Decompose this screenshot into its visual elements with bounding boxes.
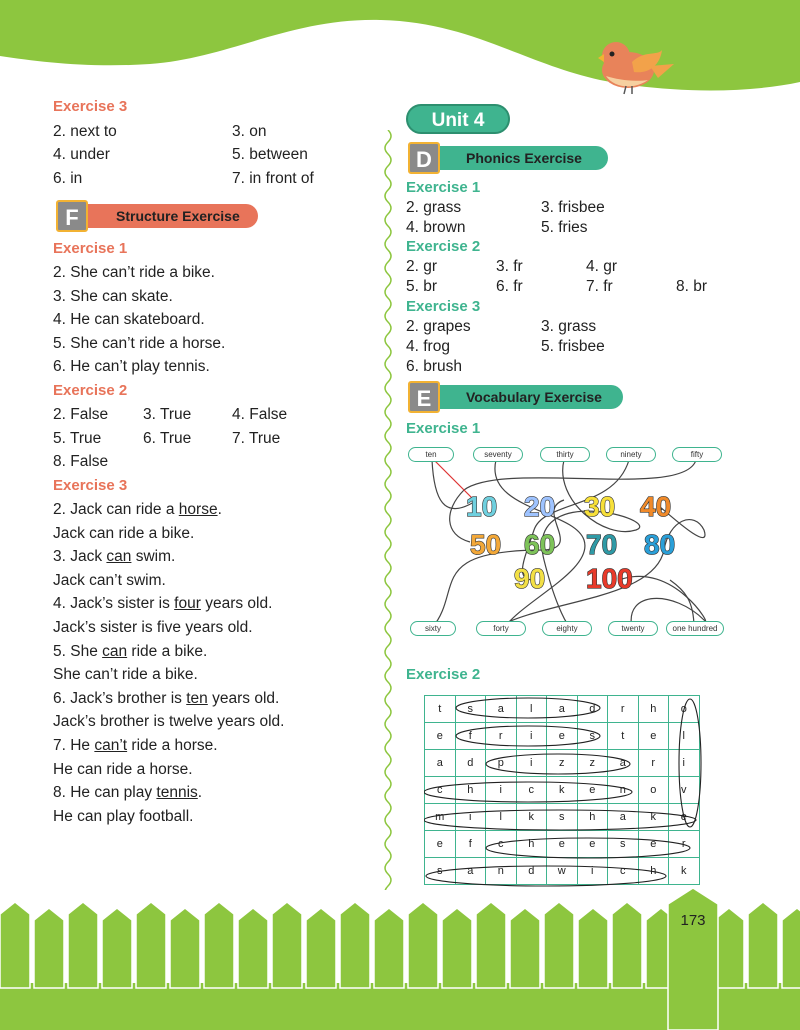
word-label-top: fifty: [672, 447, 722, 462]
answer-line: [53, 569, 284, 593]
fence-picket: [340, 902, 370, 988]
grid-cell: l: [669, 723, 700, 750]
number-90: 90: [514, 563, 546, 594]
line-text: 7. He: [53, 736, 95, 754]
number-30: 30: [584, 491, 616, 522]
line-text: Jack’s sister is five years old.: [53, 618, 253, 636]
green-fence: [0, 888, 800, 1030]
grid-cell: h: [516, 831, 547, 858]
line-text: 6. Jack’s brother is: [53, 689, 187, 707]
grid-cell: k: [638, 804, 669, 831]
answer-item: 4. brown: [406, 219, 466, 236]
answer-line: [53, 805, 284, 829]
grid-cell: w: [547, 858, 578, 885]
line-text: years old.: [207, 689, 280, 707]
line-text: 5. She: [53, 642, 103, 660]
grid-cell: t: [608, 723, 639, 750]
fence-picket: [204, 902, 234, 988]
left-exercise-3-heading: Exercise 3: [53, 98, 128, 115]
answer-item: 7. in front of: [232, 170, 314, 187]
grid-cell: t: [425, 696, 456, 723]
grid-cell: k: [547, 777, 578, 804]
line-text: ride a bike.: [127, 642, 208, 660]
grid-cell: e: [577, 777, 608, 804]
grid-cell: r: [608, 696, 639, 723]
line-text: 3. Jack: [53, 548, 107, 566]
line-text: Jack can ride a bike.: [53, 524, 195, 542]
phonics-exercise-1-heading: Exercise 1: [406, 179, 481, 196]
grid-cell: c: [425, 777, 456, 804]
fence-picket: [68, 902, 98, 988]
line-text: years old.: [200, 595, 273, 613]
fence-picket: [102, 908, 132, 988]
answer-line: [53, 616, 284, 640]
grid-cell: e: [669, 804, 700, 831]
grid-cell: l: [516, 696, 547, 723]
grid-cell: a: [608, 750, 639, 777]
word-label-bottom: forty: [476, 621, 526, 636]
section-d-letter: D: [408, 142, 440, 174]
answer-item: 7. True: [232, 430, 281, 447]
answer-line: [53, 710, 284, 734]
answer-item: 5. between: [232, 146, 308, 163]
grid-cell: d: [516, 858, 547, 885]
answer-item: 5. frisbee: [541, 338, 605, 355]
fence-picket: [748, 902, 778, 988]
grid-cell: k: [669, 858, 700, 885]
answer-item: 3. on: [232, 123, 267, 140]
underlined-word: horse: [178, 501, 218, 518]
fence-picket: [374, 908, 404, 988]
answer-item: 3. frisbee: [541, 199, 605, 216]
line-text: He can ride a horse.: [53, 760, 193, 778]
answer-item: 2. grass: [406, 199, 462, 216]
grid-cell: d: [577, 696, 608, 723]
answer-line: [53, 663, 284, 687]
answer-line: 5. She can’t ride a horse.: [53, 334, 226, 352]
answer-item: 6. fr: [496, 278, 523, 295]
answer-item: 4. frog: [406, 338, 450, 355]
grid-cell: v: [669, 777, 700, 804]
answer-line: 6. He can’t play tennis.: [53, 358, 210, 376]
grid-cell: o: [669, 696, 700, 723]
grid-cell: a: [455, 858, 486, 885]
fence-picket: [408, 902, 438, 988]
left-exercise-2-heading: Exercise 2: [53, 382, 128, 399]
grid-cell: e: [577, 831, 608, 858]
grid-cell: i: [577, 858, 608, 885]
grid-cell: h: [638, 858, 669, 885]
number-50: 50: [470, 529, 502, 560]
answer-line: [53, 758, 284, 782]
answer-line: [53, 545, 284, 569]
fence-picket: [476, 902, 506, 988]
answer-line: [53, 734, 284, 758]
word-label-top: seventy: [473, 447, 523, 462]
grid-cell: i: [455, 804, 486, 831]
top-wave: [0, 0, 800, 100]
word-search-circles: [424, 695, 709, 890]
grid-cell: s: [547, 804, 578, 831]
fence-picket: [34, 908, 64, 988]
word-label-top: thirty: [540, 447, 590, 462]
grid-cell: c: [608, 858, 639, 885]
answer-item: 6. brush: [406, 358, 463, 375]
section-f-letter: F: [56, 200, 88, 232]
vocab-exercise-2-heading: Exercise 2: [406, 666, 481, 683]
grid-cell: r: [638, 750, 669, 777]
number-40: 40: [640, 491, 672, 522]
line-text: 8. He can play: [53, 784, 157, 802]
structure-ex3-list: [53, 498, 284, 828]
word-label-bottom: twenty: [608, 621, 658, 636]
grid-cell: z: [547, 750, 578, 777]
fence-picket: [782, 908, 800, 988]
column-divider: [380, 130, 396, 890]
answer-line: [53, 640, 284, 664]
answer-item: 5. True: [53, 430, 102, 447]
grid-cell: p: [486, 750, 517, 777]
grid-cell: s: [455, 696, 486, 723]
grid-cell: i: [516, 750, 547, 777]
underlined-word: can’t: [94, 736, 128, 754]
page-number: 173: [680, 912, 706, 929]
grid-cell: s: [608, 831, 639, 858]
grid-cell: s: [577, 723, 608, 750]
underlined-word: tennis: [156, 784, 198, 802]
grid-cell: a: [547, 696, 578, 723]
grid-cell: e: [638, 723, 669, 750]
left-exercise-3b-heading: Exercise 3: [53, 477, 128, 494]
answer-item: 3. fr: [496, 258, 523, 275]
grid-cell: r: [486, 723, 517, 750]
word-label-bottom: eighty: [542, 621, 592, 636]
answer-item: 2. grapes: [406, 318, 471, 335]
phonics-exercise-3-heading: Exercise 3: [406, 298, 481, 315]
grid-cell: e: [425, 831, 456, 858]
answer-line: [53, 498, 284, 522]
phonics-exercise-2-heading: Exercise 2: [406, 238, 481, 255]
grid-cell: e: [638, 831, 669, 858]
word-label-bottom: one hundred: [666, 621, 724, 636]
vocab-exercise-1-heading: Exercise 1: [406, 420, 481, 437]
number-70: 70: [586, 529, 618, 560]
line-text: 2. Jack can ride a: [53, 501, 179, 518]
grid-cell: a: [486, 696, 517, 723]
fence-picket: [544, 902, 574, 988]
grid-cell: e: [425, 723, 456, 750]
fence-picket: [136, 902, 166, 988]
line-text: ride a horse.: [127, 736, 218, 754]
answer-item: 4. False: [232, 406, 288, 423]
underlined-word: can: [106, 548, 132, 566]
fence-picket: [612, 902, 642, 988]
grid-cell: f: [455, 723, 486, 750]
section-e-title: Vocabulary Exercise: [420, 385, 623, 409]
grid-cell: o: [638, 777, 669, 804]
fence-picket: [272, 902, 302, 988]
fence-picket: [0, 902, 30, 988]
line-text: Jack can’t swim.: [53, 571, 166, 589]
grid-cell: i: [486, 777, 517, 804]
grid-cell: z: [577, 750, 608, 777]
fence-picket: [442, 908, 472, 988]
answer-item: 2. gr: [406, 258, 438, 275]
colored-numbers: [404, 480, 724, 600]
unit-title: Unit 4: [406, 104, 510, 134]
number-80: 80: [644, 529, 676, 560]
grid-cell: c: [486, 831, 517, 858]
grid-cell: r: [669, 831, 700, 858]
grid-cell: c: [516, 777, 547, 804]
answer-line: [53, 592, 284, 616]
line-text: .: [197, 784, 203, 802]
answer-line: 3. She can skate.: [53, 287, 173, 305]
grid-cell: d: [455, 750, 486, 777]
line-text: She can’t ride a bike.: [53, 666, 198, 684]
answer-item: 4. under: [53, 146, 110, 163]
grid-cell: h: [577, 804, 608, 831]
grid-cell: s: [425, 858, 456, 885]
answer-line: 2. She can’t ride a bike.: [53, 264, 215, 281]
answer-item: 4. gr: [586, 258, 618, 275]
answer-item: 8. br: [676, 278, 708, 295]
line-text: swim.: [131, 548, 176, 566]
grid-cell: e: [547, 831, 578, 858]
answer-line: [53, 522, 284, 546]
section-f-title: Structure Exercise: [70, 204, 258, 228]
structure-ex1-list: [53, 261, 225, 379]
section-d-title: Phonics Exercise: [420, 146, 608, 170]
answer-item: 5. br: [406, 278, 438, 295]
number-20: 20: [524, 491, 556, 522]
grid-cell: k: [516, 804, 547, 831]
word-label-top: ninety: [606, 447, 656, 462]
word-label-bottom: sixty: [410, 621, 456, 636]
answer-item: 3. grass: [541, 318, 597, 335]
grid-cell: n: [608, 777, 639, 804]
answer-item: 2. False: [53, 406, 109, 423]
answer-item: 6. True: [143, 430, 192, 447]
answer-line: [53, 687, 284, 711]
answer-item: 3. True: [143, 406, 192, 423]
answer-line: 4. He can skateboard.: [53, 311, 205, 329]
grid-cell: m: [425, 804, 456, 831]
number-10: 10: [466, 491, 498, 522]
grid-cell: h: [455, 777, 486, 804]
answer-item: 5. fries: [541, 219, 588, 236]
page-number-picket: [668, 888, 718, 1030]
number-100: 100: [586, 563, 633, 594]
line-text: .: [217, 501, 222, 518]
number-60: 60: [524, 529, 556, 560]
answer-item: 7. fr: [586, 278, 613, 295]
grid-cell: i: [516, 723, 547, 750]
grid-cell: a: [608, 804, 639, 831]
underlined-word: ten: [186, 689, 208, 707]
fence-picket: [578, 908, 608, 988]
fence-picket: [238, 908, 268, 988]
line-text: 4. Jack’s sister is: [53, 595, 175, 613]
section-e-letter: E: [408, 381, 440, 413]
underlined-word: four: [174, 595, 201, 613]
line-text: He can play football.: [53, 807, 194, 825]
answer-item: 8. False: [53, 453, 109, 470]
answer-line: [53, 781, 284, 805]
fence-picket: [510, 908, 540, 988]
answer-item: 6. in: [53, 170, 83, 187]
grid-cell: n: [486, 858, 517, 885]
fence-picket: [306, 908, 336, 988]
grid-cell: h: [638, 696, 669, 723]
word-label-top: ten: [408, 447, 454, 462]
grid-cell: e: [547, 723, 578, 750]
underlined-word: can: [102, 642, 128, 660]
fence-picket: [170, 908, 200, 988]
grid-cell: f: [455, 831, 486, 858]
grid-cell: a: [425, 750, 456, 777]
bird-illustration: [592, 36, 676, 96]
grid-cell: i: [669, 750, 700, 777]
grid-cell: l: [486, 804, 517, 831]
answer-item: 2. next to: [53, 123, 117, 140]
left-exercise-1-heading: Exercise 1: [53, 240, 128, 257]
line-text: Jack’s brother is twelve years old.: [53, 713, 285, 731]
